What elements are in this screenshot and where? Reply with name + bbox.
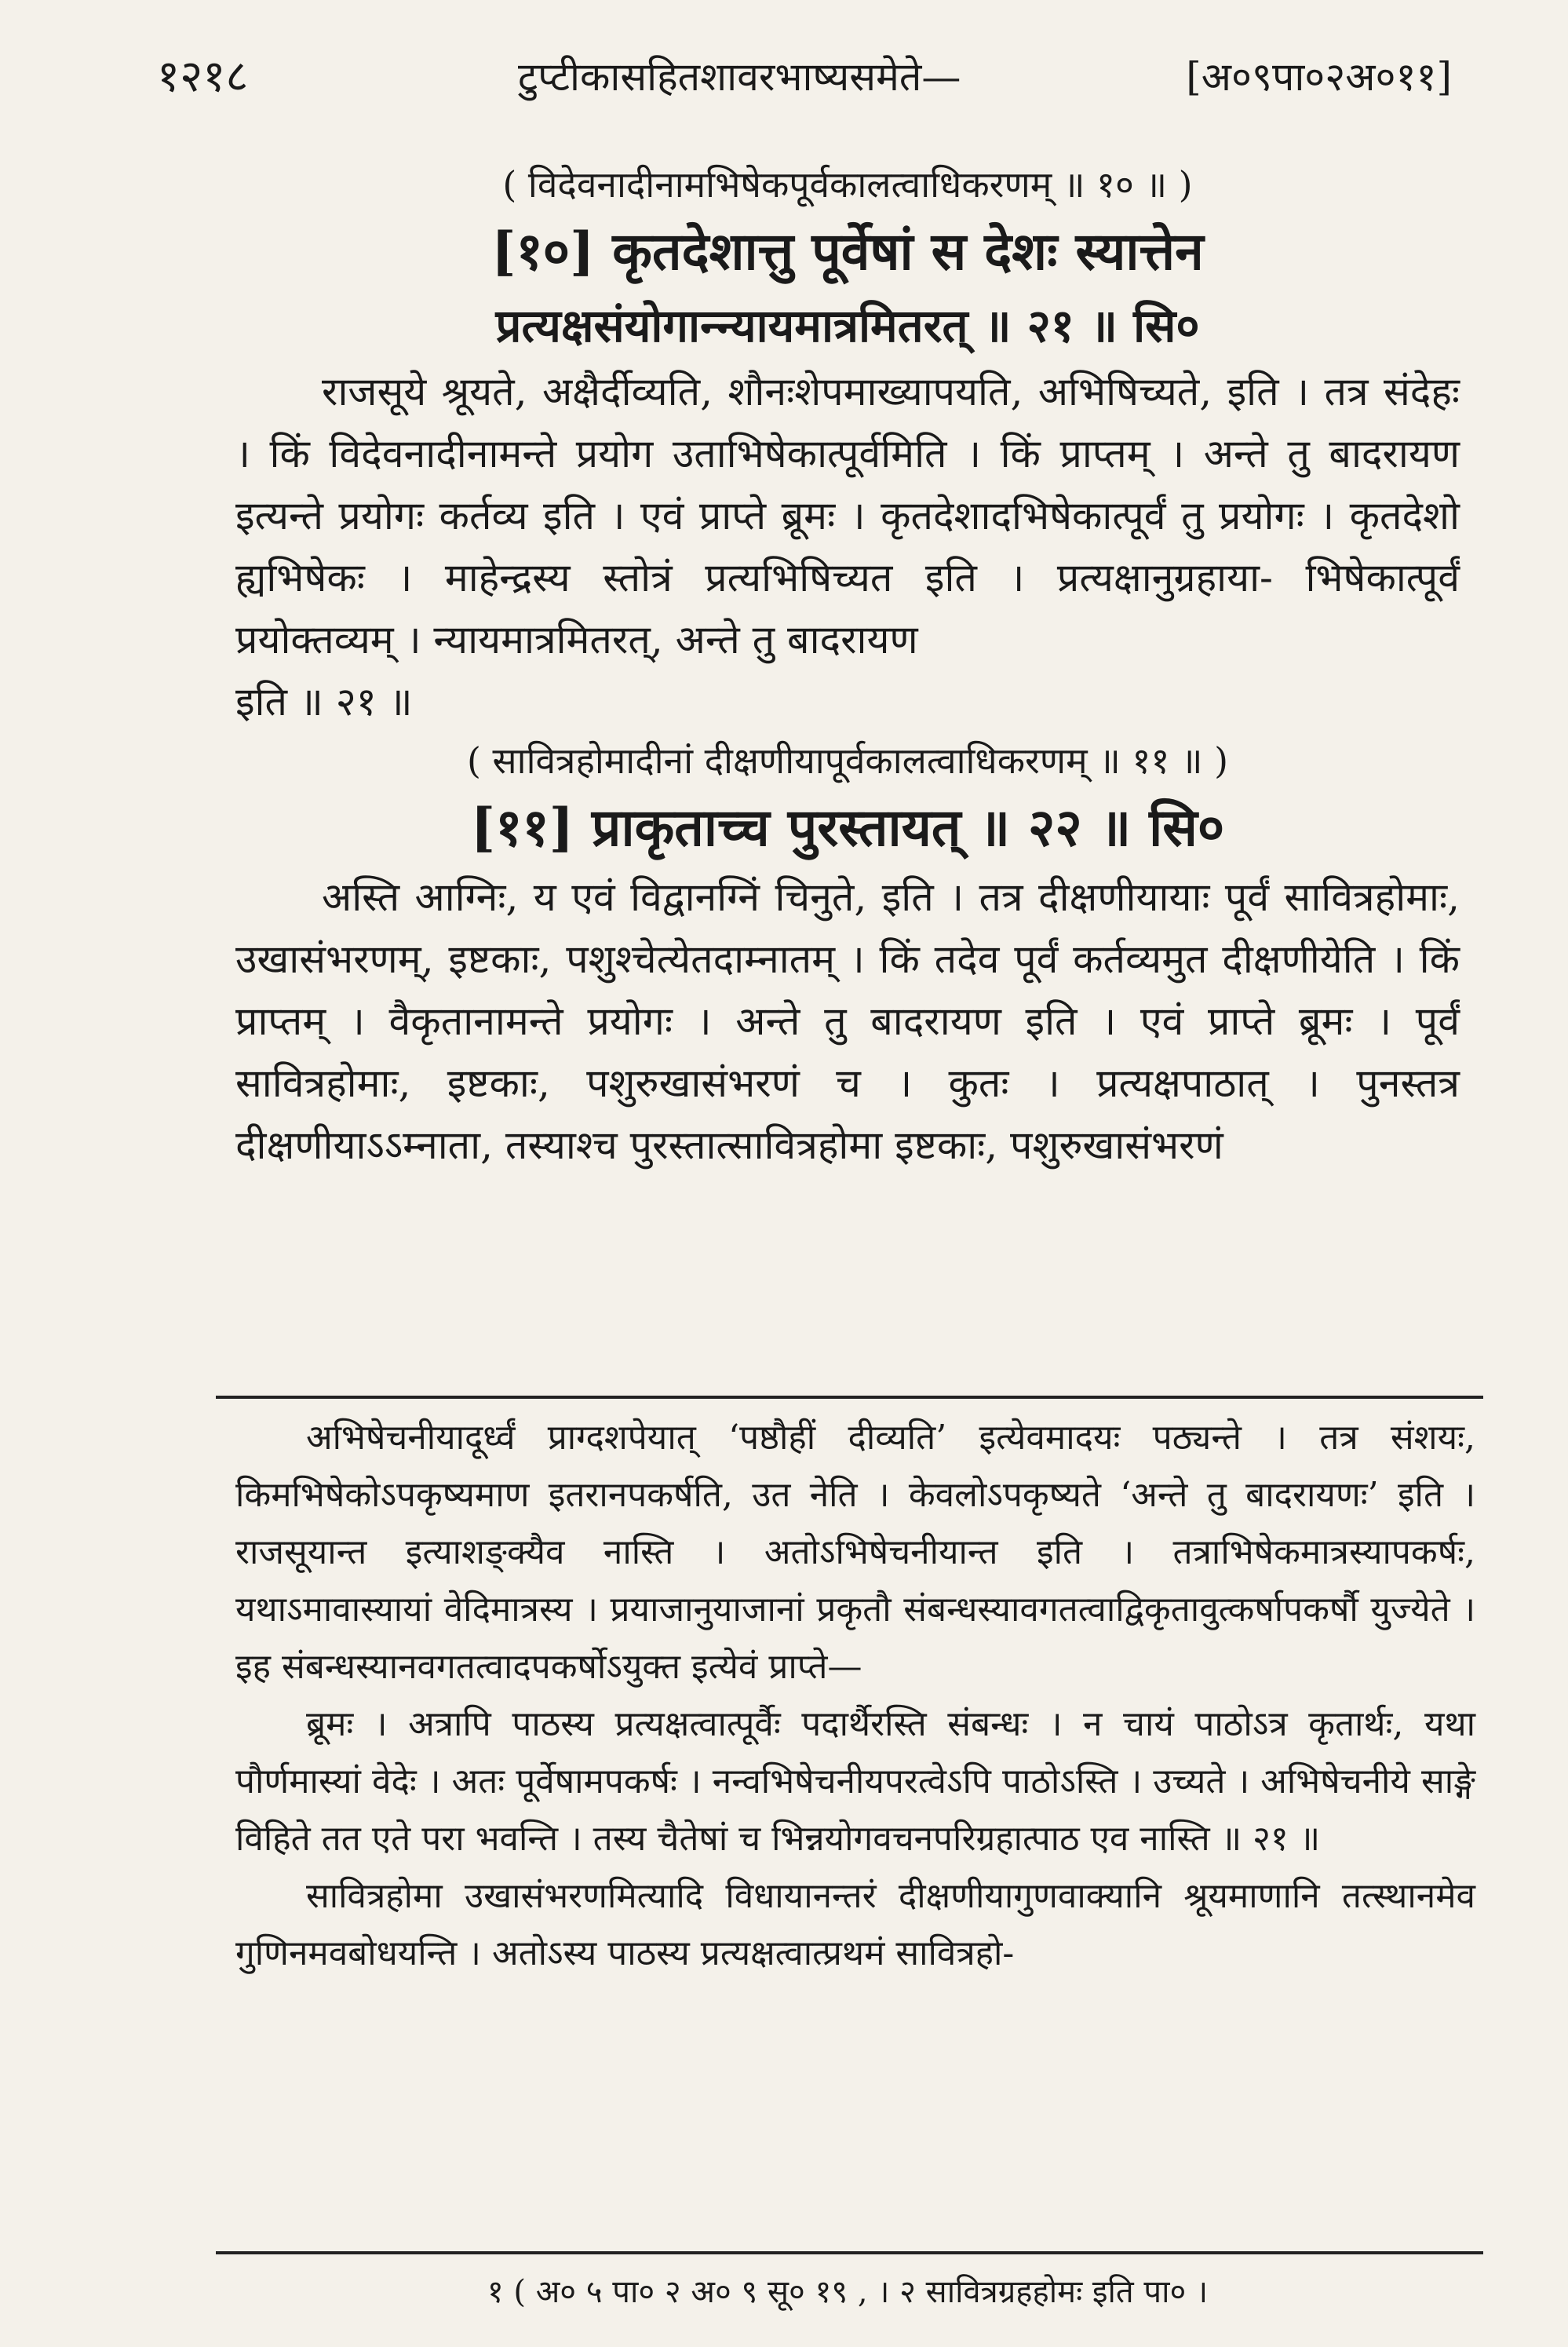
note-paragraph: सावित्रहोमा उखासंभरणमित्यादि विधायानन्तरं दीक्षणीयागुणवाक्यानि श्रूयमाणानि तत्स्थानमेव गुणिनमवबोधयन्ति । अतोऽस्य पाठस्य प्रत्यक्षत्वात्प्रथमं सावित्रहो- (235, 1876, 1475, 1973)
note-paragraph: ब्रूमः । अत्रापि पाठस्य प्रत्यक्षत्वात्पूर्वैः पदार्थैरस्ति संबन्धः । न चायं पाठोऽत्र कृतार्थः, यथा पौर्णमास्यां वेदेः । अतः पूर्वेषामपकर्षः । नन्वभिषेचनीयपरत्वेऽपि पाठोऽस्ति । उच्यते । अभिषेचनीये साङ्गे विहिते तत एते परा भवन्ति । तस्य चैतेषां च भिन्नयोगवचनपरिग्रहात्पाठ एव नास्ति ॥ २१ ॥ (235, 1704, 1475, 1859)
commentary-notes (235, 1409, 1475, 1982)
page-number: १२१८ (157, 51, 249, 102)
main-text (235, 157, 1460, 1177)
sutra-11: [११] प्राकृताच्च पुरस्तायत् ॥ २२ ॥ सि० (470, 797, 1225, 858)
section-divider (216, 1396, 1483, 1399)
footnote-divider (216, 2251, 1483, 2254)
page-header (157, 46, 1452, 108)
footnote: १ ( अ० ५ पा० २ अ० ९ सू० १९ , । २ सावित्रग्रहहोमः इति पा० । (487, 2274, 1209, 2310)
sutra-10-line1: [१०] कृतदेशात्तु पूर्वेषां स देशः स्यात्तेन (491, 221, 1204, 282)
running-title: टुप्टीकासहितशावरभाष्यसमेते— (518, 54, 961, 100)
note-paragraph: अभिषेचनीयादूर्ध्वं प्राग्दशपेयात् ‘पष्ठौहीं दीव्यति’ इत्येवमादयः पठ्यन्ते । तत्र संशयः, किमभिषेकोऽपकृष्यमाण इतरानपकर्षति, उत नेति । केवलोऽपकृष्यते ‘अन्ते तु बादरायणः’ इति । राजसूयान्त इत्याशङ्क्यैव नास्ति । अतोऽभिषेचनीयान्त इति । तत्राभिषेकमात्रस्यापकर्षः, यथाऽमावास्यायां वेदिमात्रस्य । प्रयाजानुयाजानां प्रकृतौ संबन्धस्यावगतत्वाद्विकृतावुत्कर्षापकर्षौ युज्येते । इह संबन्धस्यानवगतत्वादपकर्षोऽयुक्त इत्येवं प्राप्ते— (235, 1418, 1475, 1687)
bhashya-paragraph-10-end: इति ॥ २१ ॥ (235, 679, 413, 725)
sutra-10-line2: प्रत्यक्षसंयोगान्न्यायमात्रमितरत् ॥ २१ ॥ सि० (495, 299, 1200, 352)
bhashya-paragraph-11: अस्ति आग्निः, य एवं विद्वानग्निं चिनुते, इति । तत्र दीक्षणीयायाः पूर्वं सावित्रहोमाः, उखासंभरणम्, इष्टकाः, पशुश्चेत्येतदाम्नातम् । किं तदेव पूर्वं कर्तव्यमुत दीक्षणीयेति । किं प्राप्तम् । वैकृतानामन्ते प्रयोगः । अन्ते तु बादरायण इति । एवं प्राप्ते ब्रूमः । पूर्वं सावित्रहोमाः, इष्टकाः, पशुरुखासंभरणं च । कुतः । प्रत्यक्षपाठात् । पुनस्तत्र दीक्षणीयाऽऽम्नाता, तस्याश्च पुरस्तात्सावित्रहोमा इष्टकाः, पशुरुखासंभरणं (235, 874, 1460, 1168)
adhikarana-heading-11: ( सावित्रहोमादीनां दीक्षणीयापूर्वकालत्वाधिकरणम् ॥ ११ ॥ ) (466, 739, 1229, 782)
bhashya-paragraph-10: राजसूये श्रूयते, अक्षैर्दीव्यति, शौनःशेपमाख्यापयति, अभिषिच्यते, इति । तत्र संदेहः । किं विदेवनादीनामन्ते प्रयोग उताभिषेकात्पूर्वमिति । किं प्राप्तम् । अन्ते तु बादरायण इत्यन्ते प्रयोगः कर्तव्य इति । एवं प्राप्ते ब्रूमः । कृतदेशादभिषेकात्पूर्वं तु प्रयोगः । कृतदेशो ह्यभिषेकः । माहेन्द्रस्य स्तोत्रं प्रत्यभिषिच्यत इति । प्रत्यक्षानुग्रहाया- भिषेकात्पूर्वं प्रयोक्तव्यम् । न्यायमात्रमितरत्, अन्ते तु बादरायण (235, 369, 1460, 662)
chapter-reference: [अ०९पा०२अ०११] (1186, 54, 1452, 100)
adhikarana-heading-10: ( विदेवनादीनामभिषेकपूर्वकालत्वाधिकरणम् ॥ १० ॥ ) (502, 163, 1193, 206)
